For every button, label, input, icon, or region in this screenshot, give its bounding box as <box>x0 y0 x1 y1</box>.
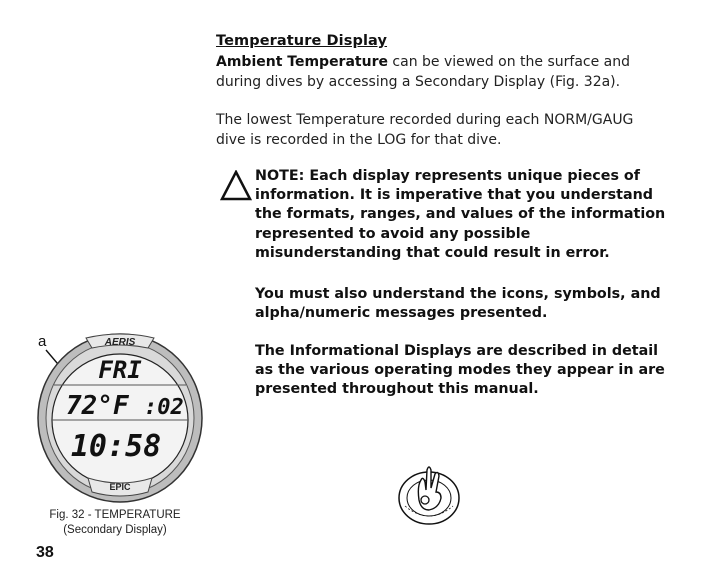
lcd-day: FRI <box>98 356 142 384</box>
paragraph-text: can be viewed on the surface and during dives by accessing a Secondary Display (Fig. 32a). <box>216 54 631 90</box>
paragraph-lowest-temperature: The lowest Temperature recorded during each NORM/GAUG dive is recorded in the LOG for that dive. <box>216 112 634 148</box>
figure-callout-label: a <box>38 333 47 350</box>
lcd-temperature: 72°F <box>66 391 129 421</box>
lcd-time: 10:58 <box>70 429 162 464</box>
caption-line-1: Fig. 32 - TEMPERATURE <box>49 509 181 521</box>
page-number: 38 <box>36 544 54 561</box>
caption-line-2: (Secondary Display) <box>63 524 167 536</box>
responsible-diver-logo <box>395 456 463 528</box>
figure-caption <box>40 508 190 538</box>
icons-paragraph: You must also understand the icons, symbols, and alpha/numeric messages presented. <box>255 286 661 322</box>
ambient-temperature-term: Ambient Temperature <box>216 54 388 70</box>
model-label: EPIC <box>109 482 131 492</box>
lcd-dive-number: :02 <box>144 395 184 420</box>
note-paragraph: NOTE: Each display represents unique pieces of information. It is imperative that you understand the formats, ranges, and values of the information represented to avoid any possible misunderstanding that could result in error. <box>255 168 666 261</box>
brand-label: AERIS <box>104 337 136 348</box>
dive-computer-figure <box>28 328 206 504</box>
informational-displays-paragraph: The Informational Displays are described in detail as the various operating modes they appear in are presented throughout this manual. <box>255 343 665 398</box>
paragraph-ambient-temperature <box>216 52 666 92</box>
warning-triangle-icon <box>220 170 252 202</box>
section-heading: Temperature Display <box>216 33 388 49</box>
